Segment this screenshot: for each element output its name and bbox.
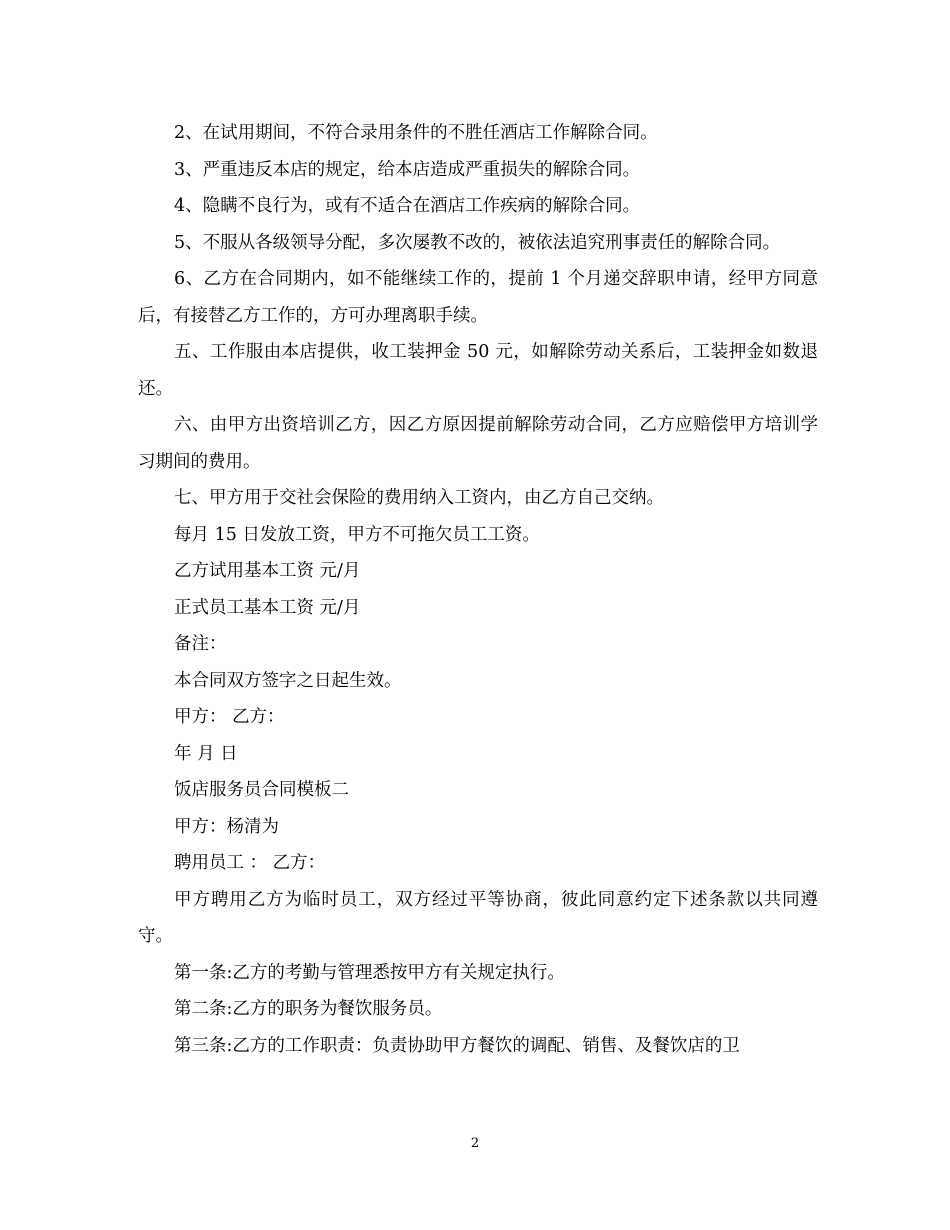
paragraph-section-5-uniform: 五、工作服由本店提供，收工装押金 50 元，如解除劳动关系后，工装押金如数退还。	[138, 342, 818, 399]
paragraph-parties-signature: 甲方： 乙方：	[174, 707, 285, 727]
paragraph-effective: 本合同双方签字之日起生效。	[174, 670, 402, 691]
paragraph-article-1: 第一条:乙方的考勤与管理悉按甲方有关规定执行。	[174, 962, 565, 983]
paragraph-remarks: 备注：	[174, 634, 227, 654]
paragraph-clause-4: 4、隐瞒不良行为，或有不适合在酒店工作疾病的解除合同。	[174, 196, 641, 216]
paragraph-article-3: 第三条:乙方的工作职责：负责协助甲方餐饮的调配、销售、及餐饮店的卫	[174, 1035, 740, 1056]
paragraph-clause-3: 3、严重违反本店的规定，给本店造成严重损失的解除合同。	[174, 159, 641, 180]
paragraph-template-two-title: 饭店服务员合同模板二	[174, 780, 349, 800]
paragraph-date: 年 月 日	[174, 743, 238, 764]
paragraph-payday: 每月 15 日发放工资，甲方不可拖欠员工工资。	[174, 524, 540, 545]
paragraph-intro: 甲方聘用乙方为临时员工，双方经过平等协商，彼此同意约定下述条款以共同遵守。	[138, 889, 818, 946]
page-number: 2	[470, 1136, 480, 1151]
paragraph-clause-6: 6、乙方在合同期内，如不能继续工作的，提前 1 个月递交辞职申请，经甲方同意后，有接替乙方工作的，方可办理离职手续。	[138, 269, 818, 326]
paragraph-employee-party-b: 聘用员工 ： 乙方：	[174, 853, 326, 873]
paragraph-section-6-training: 六、由甲方出资培训乙方，因乙方原因提前解除劳动合同，乙方应赔偿甲方培训学习期间的费用。	[138, 415, 818, 472]
paragraph-probation-salary: 乙方试用基本工资 元/月	[174, 561, 361, 581]
paragraph-article-2: 第二条:乙方的职务为餐饮服务员。	[174, 999, 443, 1019]
paragraph-party-a: 甲方：杨清为	[174, 816, 279, 837]
paragraph-clause-2: 2、在试用期间，不符合录用条件的不胜任酒店工作解除合同。	[174, 123, 658, 143]
document-body	[138, 115, 818, 1064]
paragraph-regular-salary: 正式员工基本工资 元/月	[174, 597, 361, 618]
paragraph-clause-5: 5、不服从各级领导分配，多次屡教不改的，被依法追究刑事责任的解除合同。	[174, 232, 781, 253]
paragraph-section-7-insurance: 七、甲方用于交社会保险的费用纳入工资内，由乙方自己交纳。	[174, 488, 664, 508]
